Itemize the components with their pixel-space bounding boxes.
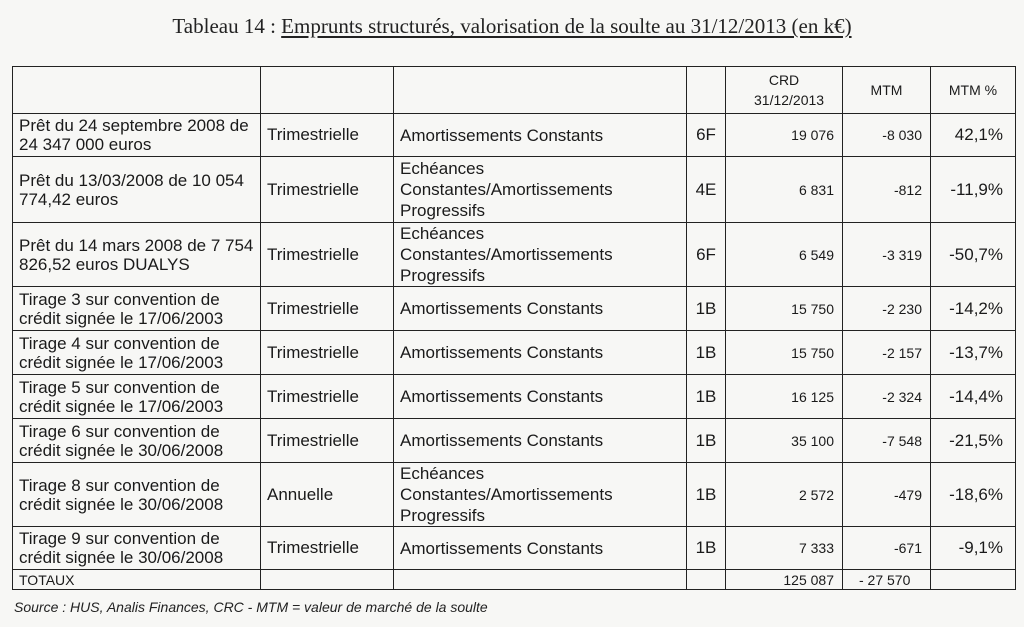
amortization-cell: Amortissements Constants bbox=[394, 287, 687, 331]
loans-table bbox=[12, 66, 1016, 590]
crd-cell: 15 750 bbox=[726, 331, 843, 375]
header-mtm: MTM bbox=[843, 67, 931, 114]
header-mtm-pct: MTM % bbox=[931, 67, 1016, 114]
amortization-cell: Amortissements Constants bbox=[394, 114, 687, 157]
totals-crd: 125 087 bbox=[726, 570, 843, 590]
page-title bbox=[0, 14, 1024, 39]
title-underlined: Emprunts structurés, valorisation de la soulte au 31/12/2013 (en k€) bbox=[281, 14, 852, 38]
frequency-cell: Trimestrielle bbox=[261, 114, 394, 157]
mtm-pct-cell: -9,1% bbox=[931, 527, 1016, 570]
classification-cell: 6F bbox=[687, 223, 726, 287]
mtm-pct-cell: -14,2% bbox=[931, 287, 1016, 331]
loan-cell: Tirage 8 sur convention de crédit signée le 30/06/2008 bbox=[13, 463, 261, 527]
classification-cell: 4E bbox=[687, 157, 726, 223]
loan-cell: Tirage 5 sur convention de crédit signée le 17/06/2003 bbox=[13, 375, 261, 419]
totals-row bbox=[13, 570, 1016, 590]
loan-cell: Tirage 6 sur convention de crédit signée le 30/06/2008 bbox=[13, 419, 261, 463]
amortization-cell: Amortissements Constants bbox=[394, 419, 687, 463]
mtm-pct-cell: 42,1% bbox=[931, 114, 1016, 157]
crd-cell: 35 100 bbox=[726, 419, 843, 463]
header-crd: CRD 31/12/2013 bbox=[726, 67, 843, 114]
amortization-cell: Amortissements Constants bbox=[394, 527, 687, 570]
crd-cell: 19 076 bbox=[726, 114, 843, 157]
mtm-cell: -2 324 bbox=[843, 375, 931, 419]
mtm-pct-cell: -14,4% bbox=[931, 375, 1016, 419]
totals-cell bbox=[394, 570, 687, 590]
header-cell bbox=[13, 67, 261, 114]
mtm-cell: -671 bbox=[843, 527, 931, 570]
table-row bbox=[13, 223, 1016, 287]
mtm-pct-cell: -50,7% bbox=[931, 223, 1016, 287]
crd-cell: 7 333 bbox=[726, 527, 843, 570]
mtm-cell: -812 bbox=[843, 157, 931, 223]
mtm-pct-cell: -11,9% bbox=[931, 157, 1016, 223]
frequency-cell: Trimestrielle bbox=[261, 527, 394, 570]
classification-cell: 1B bbox=[687, 287, 726, 331]
table-row bbox=[13, 287, 1016, 331]
crd-cell: 6 831 bbox=[726, 157, 843, 223]
table-row bbox=[13, 463, 1016, 527]
amortization-cell: Echéances Constantes/Amortissements Progressifs bbox=[394, 223, 687, 287]
classification-cell: 1B bbox=[687, 527, 726, 570]
header-cell bbox=[687, 67, 726, 114]
frequency-cell: Trimestrielle bbox=[261, 157, 394, 223]
totals-cell bbox=[261, 570, 394, 590]
classification-cell: 1B bbox=[687, 331, 726, 375]
frequency-cell: Trimestrielle bbox=[261, 375, 394, 419]
loan-cell: Prêt du 14 mars 2008 de 7 754 826,52 euros DUALYS bbox=[13, 223, 261, 287]
amortization-cell: Echéances Constantes/Amortissements Progressifs bbox=[394, 157, 687, 223]
frequency-cell: Trimestrielle bbox=[261, 331, 394, 375]
amortization-cell: Amortissements Constants bbox=[394, 331, 687, 375]
table-row bbox=[13, 331, 1016, 375]
classification-cell: 1B bbox=[687, 419, 726, 463]
source-note: Source : HUS, Analis Finances, CRC - MTM = valeur de marché de la soulte bbox=[14, 599, 488, 615]
table-row bbox=[13, 419, 1016, 463]
frequency-cell: Trimestrielle bbox=[261, 419, 394, 463]
classification-cell: 6F bbox=[687, 114, 726, 157]
totals-mtm: - 27 570 bbox=[843, 570, 931, 590]
mtm-cell: -2 157 bbox=[843, 331, 931, 375]
loan-cell: Tirage 9 sur convention de crédit signée le 30/06/2008 bbox=[13, 527, 261, 570]
table-row bbox=[13, 375, 1016, 419]
classification-cell: 1B bbox=[687, 463, 726, 527]
crd-cell: 15 750 bbox=[726, 287, 843, 331]
title-lead: Tableau 14 : bbox=[172, 14, 282, 38]
loan-cell: Tirage 3 sur convention de crédit signée le 17/06/2003 bbox=[13, 287, 261, 331]
totals-cell bbox=[687, 570, 726, 590]
crd-cell: 2 572 bbox=[726, 463, 843, 527]
classification-cell: 1B bbox=[687, 375, 726, 419]
mtm-cell: -8 030 bbox=[843, 114, 931, 157]
loan-cell: Prêt du 24 septembre 2008 de 24 347 000 euros bbox=[13, 114, 261, 157]
frequency-cell: Annuelle bbox=[261, 463, 394, 527]
loan-cell: Prêt du 13/03/2008 de 10 054 774,42 euros bbox=[13, 157, 261, 223]
mtm-cell: -2 230 bbox=[843, 287, 931, 331]
totals-cell bbox=[931, 570, 1016, 590]
table-row bbox=[13, 114, 1016, 157]
header-cell bbox=[394, 67, 687, 114]
mtm-cell: -7 548 bbox=[843, 419, 931, 463]
mtm-pct-cell: -18,6% bbox=[931, 463, 1016, 527]
crd-cell: 6 549 bbox=[726, 223, 843, 287]
frequency-cell: Trimestrielle bbox=[261, 287, 394, 331]
loan-cell: Tirage 4 sur convention de crédit signée le 17/06/2003 bbox=[13, 331, 261, 375]
frequency-cell: Trimestrielle bbox=[261, 223, 394, 287]
table-row bbox=[13, 527, 1016, 570]
header-row bbox=[13, 67, 1016, 114]
header-cell bbox=[261, 67, 394, 114]
amortization-cell: Amortissements Constants bbox=[394, 375, 687, 419]
totals-label: TOTAUX bbox=[13, 570, 261, 590]
amortization-cell: Echéances Constantes/Amortissements Progressifs bbox=[394, 463, 687, 527]
table-row bbox=[13, 157, 1016, 223]
mtm-pct-cell: -21,5% bbox=[931, 419, 1016, 463]
mtm-cell: -3 319 bbox=[843, 223, 931, 287]
mtm-pct-cell: -13,7% bbox=[931, 331, 1016, 375]
mtm-cell: -479 bbox=[843, 463, 931, 527]
crd-cell: 16 125 bbox=[726, 375, 843, 419]
